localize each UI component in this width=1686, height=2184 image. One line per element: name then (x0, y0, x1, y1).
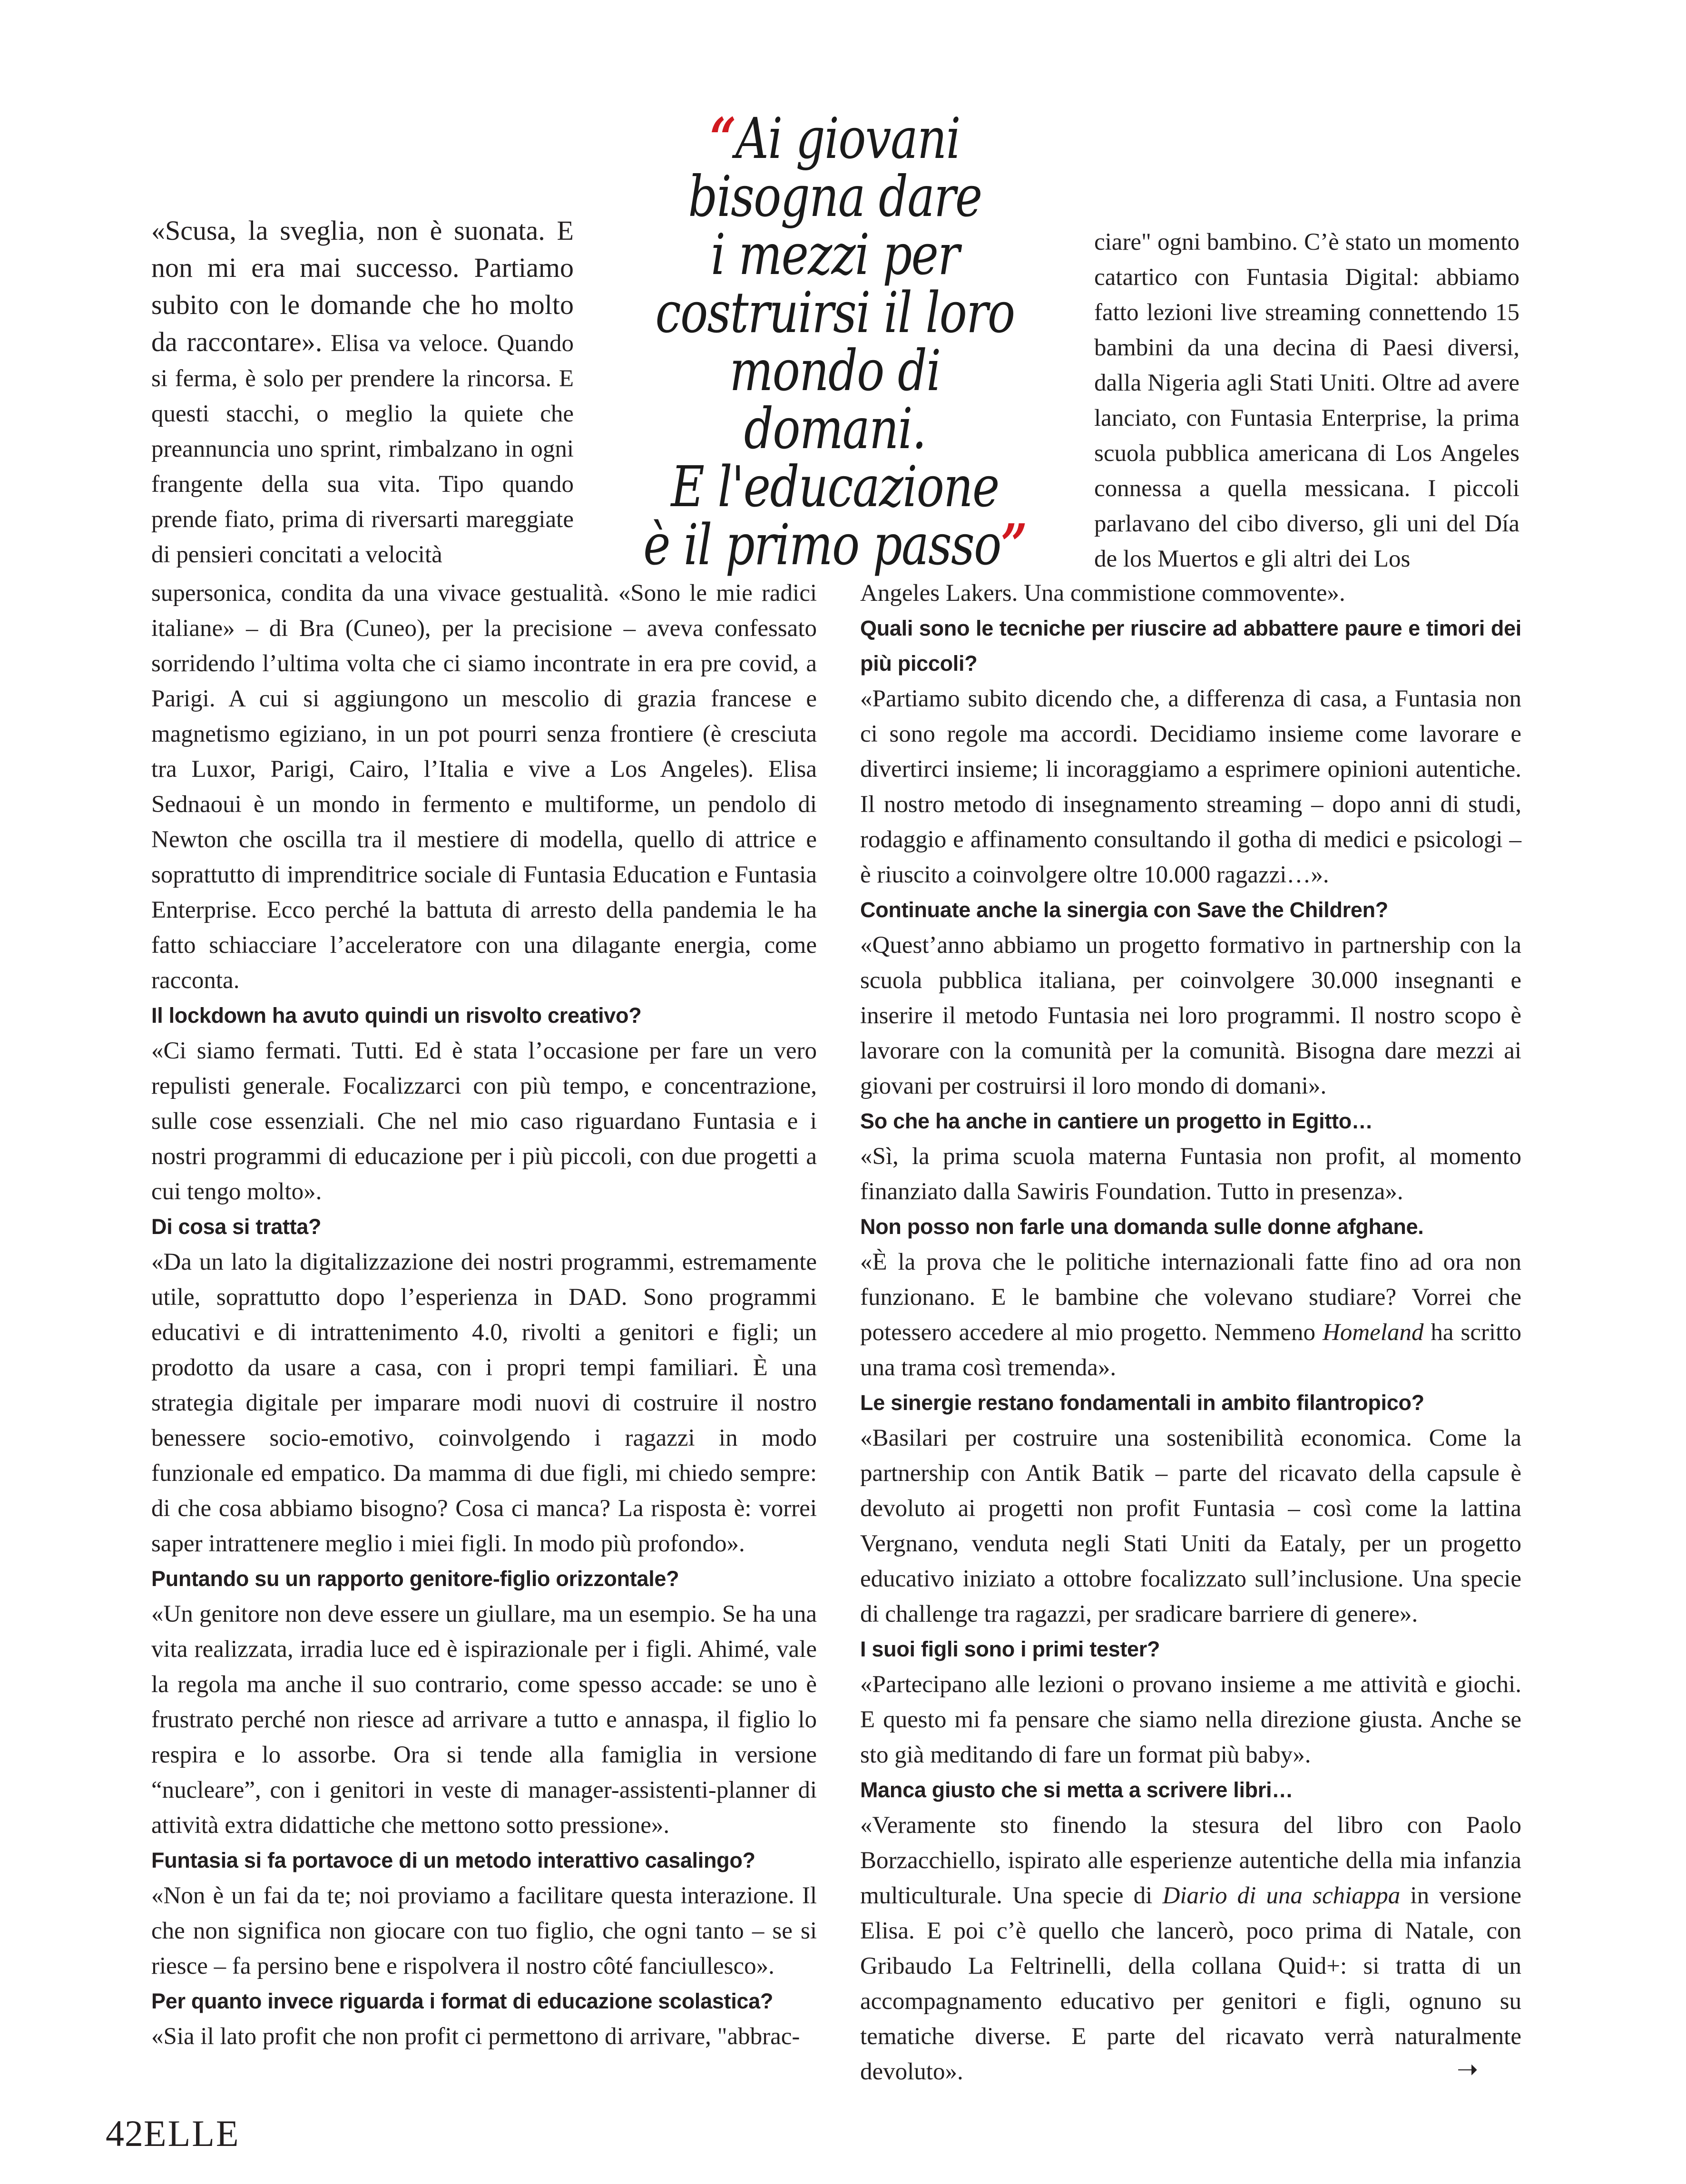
interview-answer: «Sì, la prima scuola materna Funtasia non profit, al momento finanziato dalla Sawiris Foundation. Tutto in presenza». (860, 1143, 1521, 1205)
article-paragraph: «Scusa, la sveglia, non è suonata. E non mi era mai successo. Partiamo subito con le domande che ho molto da raccontare». Elisa va veloce. Quando si ferma, è solo per prendere la rincorsa. E questi stacchi, o meglio la quiete che preannuncia uno sprint, rimbalzano in ogni frangente della sua vita. Tipo quando prende fiato, prima di riversarti mareggiate di pensieri concitati a velocità (151, 215, 574, 568)
pull-quote-line: mondo di domani. (729, 338, 941, 461)
interview-answer: «Sia il lato profit che non profit ci permettono di arrivare, "abbrac- (151, 2023, 800, 2050)
lead-quote: «Scusa, la sveglia, non è suonata. E non mi era mai successo. Partiamo subito con le domande che ho molto da raccontare». (151, 215, 574, 357)
interview-question: Il lockdown ha avuto quindi un risvolto creativo? (151, 1003, 642, 1028)
article-column-left (151, 576, 817, 2054)
interview-question: Manca giusto che si metta a scrivere libri… (860, 1778, 1293, 1802)
pull-quote-line: “Ai giovani (710, 105, 960, 171)
title-diario: Diario di una schiappa (1162, 1882, 1401, 1909)
interview-answer: «Non è un fai da te; noi proviamo a facilitare questa interazione. Il che non significa non giocare con tuo figlio, che ogni tanto – se si riesce – fa persino bene e rispolvera il nostro côté fanciullesco». (151, 1882, 817, 1979)
article-paragraph: supersonica, condita da una vivace gestualità. «Sono le mie radici italiane» – di Bra (Cuneo), per la precisione – aveva confessato sorridendo l’ultima volta che ci siamo incontrate in era pre covid, a Parigi. A cui si aggiungono un mescolio di grazia francese e magnetismo egiziano, in un pot pourri senza frontiere (è cresciuta tra Luxor, Parigi, Cairo, l’Italia e vive a Los Angeles). Elisa Sednaoui è un mondo in fermento e multiforme, un pendolo di Newton che oscilla tra il mestiere di modella, quello di attrice e soprattutto di imprenditrice sociale di Funtasia Education e Funtasia Enterprise. Ecco perché la battuta di arresto della pandemia le ha fatto schiacciare l’acceleratore con una dilagante energia, come racconta. (151, 580, 817, 994)
interview-question: Continuate anche la sinergia con Save the Children? (860, 898, 1388, 922)
interview-question: Quali sono le tecniche per riuscire ad abbattere paure e timori dei più piccoli? (860, 616, 1521, 676)
interview-answer: ciare" ogni bambino. C’è stato un momento catartico con Funtasia Digital: abbiamo fatto lezioni live streaming connettendo 15 bambini da una decina di Paesi diversi, dalla Nigeria agli Stati Uniti. Oltre ad avere lanciato, con Funtasia Enterprise, la prima scuola pubblica americana di Los Angeles connessa a quella messicana. I piccoli parlavano del cibo diverso, gli uni del Día de los Muertos e gli altri dei Los (1094, 229, 1519, 572)
pull-quote-line: E l'educazione (671, 454, 999, 519)
interview-answer: «Da un lato la digitalizzazione dei nostri programmi, estremamente utile, soprattutto dopo l’esperienza in DAD. Sono programmi educativi e di intrattenimento 4.0, rivolti a genitori e figli; un prodotto da usare a casa, con i propri tempi familiari. È una strategia digitale per imparare modi nuovi di costruire il nostro benessere socio-emotivo, coinvolgendo i ragazzi in modo funzionale ed empatico. Da mamma di due figli, mi chiedo sempre: di che cosa abbiamo bisogno? Cosa ci manca? La risposta è: vorrei saper intrattenere meglio i miei figli. In modo più profondo». (151, 1249, 817, 1557)
article-column-right (860, 576, 1521, 2089)
article-column-left-top (151, 213, 574, 572)
open-quote-mark: “ (710, 105, 736, 171)
interview-answer: «Basilari per costruire una sostenibilità economica. Come la partnership con Antik Batik – parte del ricavato della capsule è devoluto ai progetti non profit Funtasia – così come la lattina Vergnano, venduta negli Stati Uniti da Eataly, per un progetto educativo iniziato a ottobre focalizzato sull’inclusione. Una specie di challenge tra ragazzi, per sradicare barriere di genere». (860, 1425, 1521, 1627)
interview-answer: Angeles Lakers. Una commistione commovente». (860, 580, 1345, 607)
continue-arrow-icon: ➝ (1457, 2054, 1479, 2084)
interview-answer: «Veramente sto finendo la stesura del libro con Paolo Borzacchiello, ispirato alle esperienze autentiche della mia infanzia multiculturale. Una specie di Diario di una schiappa in versione Elisa. E poi c’è quello che lancerò, poco prima di Natale, con Gribaudo La Feltrinelli, della collana Quid+: si tratta di un accompagnamento educativo per genitori e figli, ognuno su tematiche diverse. E parte del ricavato verrà naturalmente devoluto». (860, 1812, 1521, 2085)
interview-question: Le sinergie restano fondamentali in ambito filantropico? (860, 1391, 1424, 1415)
title-homeland: Homeland (1322, 1319, 1424, 1346)
pull-quote-line: costruirsi il loro (655, 280, 1015, 345)
interview-answer: «Partecipano alle lezioni o provano insieme a me attività e giochi. E questo mi fa pensare che siamo nella direzione giusta. Anche se sto già meditando di fare un format più baby». (860, 1671, 1521, 1768)
pull-quote (638, 105, 1032, 578)
interview-answer: «È la prova che le politiche internazionali fatte fino ad ora non funzionano. E le bambine che volevano studiare? Vorrei che potessero accedere al mio progetto. Nemmeno Homeland ha scritto una trama così tremenda». (860, 1249, 1521, 1381)
interview-answer: «Un genitore non deve essere un giullare, ma un esempio. Se ha una vita realizzata, irradia luce ed è ispirazionale per i figli. Ahimé, vale la regola ma anche il suo contrario, come spesso accade: se uno è frustrato perché non riesce ad arrivare a tutto e annaspa, il figlio lo respira e lo assorbe. Ora si tende alla famiglia in versione “nucleare”, con i genitori in veste di manager-assistenti-planner di attività extra didattiche che mettono sotto pressione». (151, 1601, 817, 1839)
interview-answer: «Ci siamo fermati. Tutti. Ed è stata l’occasione per fare un vero repulisti generale. Focalizzarci con più tempo, e concentrazione, sulle cose essenziali. Che nel mio caso riguardano Funtasia e i nostri programmi di educazione per i più piccoli, con due progetti a cui tengo molto». (151, 1038, 817, 1205)
close-quote-mark: ” (1000, 511, 1027, 578)
interview-answer: «Quest’anno abbiamo un progetto formativo in partnership con la scuola pubblica italiana, per coinvolgere 30.000 insegnanti e inserire il metodo Funtasia nei loro programmi. Il nostro scopo è lavorare con la comunità per la comunità. Bisogna dare mezzi ai giovani per costruirsi il loro mondo di domani». (860, 932, 1521, 1099)
interview-question: Di cosa si tratta? (151, 1214, 322, 1239)
page-number: 42 (106, 2113, 144, 2154)
interview-answer: «Partiamo subito dicendo che, a differenza di casa, a Funtasia non ci sono regole ma accordi. Decidiamo insieme come lavorare e divertirci insieme; li incoraggiamo a esprimere opinioni autentiche. Il nostro metodo di insegnamento streaming – dopo anni di studi, rodaggio e affinamento consultando il gotha di medici e psicologi – è riuscito a coinvolgere oltre 10.000 ragazzi…». (860, 686, 1521, 888)
interview-question: Puntando su un rapporto genitore-figlio orizzontale? (151, 1567, 679, 1591)
pull-quote-line: i mezzi per (711, 222, 959, 287)
interview-question: Per quanto invece riguarda i format di educazione scolastica? (151, 1989, 774, 2013)
pull-quote-line: è il primo passo” (643, 511, 1027, 578)
page-folio (106, 2112, 240, 2155)
pull-quote-line: bisogna dare (688, 164, 982, 229)
interview-question: I suoi figli sono i primi tester? (860, 1637, 1160, 1661)
interview-question: Non posso non farle una domanda sulle donne afghane. (860, 1214, 1424, 1239)
magazine-brand: ELLE (144, 2113, 240, 2154)
article-column-right-top (1094, 225, 1519, 577)
interview-question: Funtasia si fa portavoce di un metodo interattivo casalingo? (151, 1848, 755, 1872)
interview-question: So che ha anche in cantiere un progetto in Egitto… (860, 1109, 1373, 1133)
